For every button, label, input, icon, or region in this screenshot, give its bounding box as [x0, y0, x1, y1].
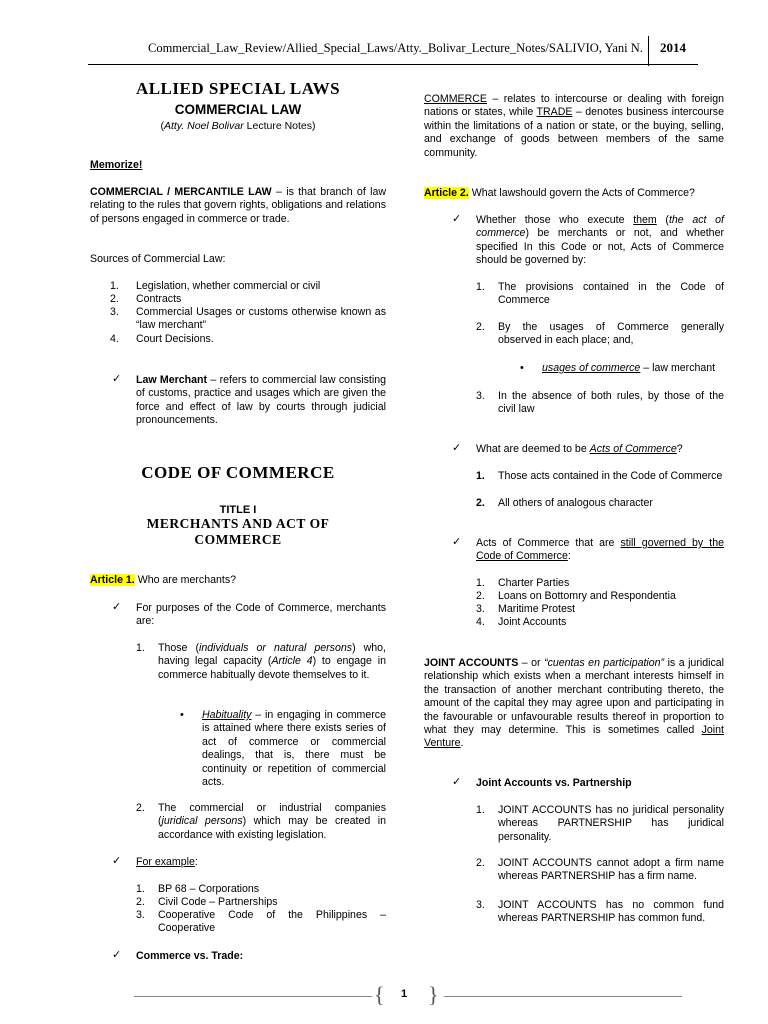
list-number: 2.	[110, 293, 119, 305]
deemed-item-2: All others of analogous character	[498, 497, 653, 509]
list-number: 3.	[110, 306, 119, 318]
list-item: Court Decisions.	[136, 333, 214, 345]
list-number: 1.	[476, 577, 485, 589]
list-number: 1.	[110, 280, 119, 292]
list-item: Charter Parties	[498, 577, 570, 589]
footer-brace-left: {	[374, 982, 385, 1007]
joint-accounts-vs-partnership-heading: Joint Accounts vs. Partnership	[476, 777, 632, 789]
list-number: 2.	[136, 802, 145, 814]
governed-by-item-3: In the absence of both rules, by those of the civil law	[498, 390, 724, 416]
list-item: Legislation, whether commercial or civil	[136, 280, 321, 292]
check-icon: ✓	[112, 373, 122, 385]
footer-rule-right	[444, 996, 682, 997]
list-number: 2.	[476, 497, 485, 509]
memorize-label: Memorize!	[90, 159, 143, 171]
ja-vs-partnership-item: JOINT ACCOUNTS cannot adopt a firm name whereas PARTNERSHIP has a firm name.	[498, 857, 724, 883]
title-i-name: MERCHANTS AND ACT OF COMMERCE	[146, 516, 330, 547]
bullet-icon: •	[180, 709, 184, 721]
joint-accounts-definition: JOINT ACCOUNTS – or “cuentas en participation” is a juridical relationship which exists when a merchant interests himself in the transaction of another merchant contributing thereto, the amount of the capital they may agree upon and participating in the favourable or unfavourable results thereof in proportion to what they may determine. This is sometimes called Joint Venture.	[424, 657, 724, 750]
code-of-commerce-title: CODE OF COMMERCE	[141, 463, 335, 482]
header-divider	[648, 36, 649, 66]
article-1-intro: For purposes of the Code of Commerce, merchants are:	[136, 602, 386, 628]
ja-vs-partnership-item: JOINT ACCOUNTS has no common fund whereas PARTNERSHIP has common fund.	[498, 899, 724, 925]
footer-brace-right: }	[428, 982, 439, 1007]
article-2-question: Article 2. What lawshould govern the Acts of Commerce?	[424, 187, 695, 199]
list-item: Cooperative Code of the Philippines – Cooperative	[158, 909, 386, 935]
doc-subtitle: COMMERCIAL LAW	[174, 102, 302, 117]
page-header	[0, 38, 768, 68]
article-1-item-1: Those (individuals or natural persons) who, having legal capacity (Article 4) to engage in commerce habitually devote themselves to it.	[158, 642, 386, 681]
list-number: 1.	[136, 642, 145, 654]
header-year: 2014	[660, 40, 686, 55]
mercantile-law-definition: COMMERCIAL / MERCANTILE LAW – is that branch of law relating to the rules that govern rights, obligations and relations of persons engaged in commerce or trade.	[90, 186, 386, 225]
list-item: Maritime Protest	[498, 603, 576, 615]
list-number: 3.	[476, 899, 485, 911]
check-icon: ✓	[112, 601, 122, 613]
list-item: Loans on Bottomry and Respondentia	[498, 590, 676, 602]
list-item: Joint Accounts	[498, 616, 567, 628]
commerce-vs-trade-heading: Commerce vs. Trade:	[136, 950, 244, 962]
list-number: 1.	[476, 281, 485, 293]
deemed-item-1: Those acts contained in the Code of Commerce	[498, 470, 723, 482]
list-item: Civil Code – Partnerships	[158, 896, 278, 908]
list-number: 3.	[476, 603, 485, 615]
list-item: BP 68 – Corporations	[158, 883, 260, 895]
page-number: 1	[401, 988, 408, 1000]
running-title: Commercial_Law_Review/Allied_Special_Laws/Atty._Bolivar_Lecture_Notes/SALIVIO, Yani N.	[148, 41, 643, 55]
check-icon: ✓	[452, 442, 462, 454]
list-number: 2.	[476, 590, 485, 602]
list-number: 4.	[476, 616, 485, 628]
title-i-label: TITLE I	[219, 504, 257, 516]
list-number: 3.	[136, 909, 145, 921]
list-item: Commercial Usages or customs otherwise known as “law merchant”	[136, 306, 386, 332]
still-governed-heading: Acts of Commerce that are still governed by the Code of Commerce:	[476, 537, 724, 563]
list-number: 2.	[476, 321, 485, 333]
bullet-icon: •	[520, 362, 524, 374]
list-number: 2.	[136, 896, 145, 908]
doc-title: ALLIED SPECIAL LAWS	[135, 79, 341, 98]
list-number: 2.	[476, 857, 485, 869]
footer-rule-left	[134, 996, 372, 997]
check-icon: ✓	[452, 776, 462, 788]
usages-of-commerce-note: usages of commerce – law merchant	[542, 362, 716, 374]
governed-by-item-2: By the usages of Commerce generally observed in each place; and,	[498, 321, 724, 347]
check-icon: ✓	[112, 949, 122, 961]
acts-of-commerce-question: What are deemed to be Acts of Commerce?	[476, 443, 683, 455]
list-number: 1.	[136, 883, 145, 895]
list-item: Contracts	[136, 293, 182, 305]
check-icon: ✓	[452, 213, 462, 225]
habituality-definition: Habituality – in engaging in commerce is attained where there exists series of act of commerce or commercial dealings, that is, there must be continuity or repetition of commercial acts.	[202, 709, 386, 789]
governed-by-item-1: The provisions contained in the Code of Commerce	[498, 281, 724, 307]
check-icon: ✓	[452, 536, 462, 548]
check-icon: ✓	[112, 855, 122, 867]
list-number: 4.	[110, 333, 119, 345]
article-1-question: Article 1. Who are merchants?	[90, 574, 237, 586]
header-rule	[88, 64, 698, 65]
lecture-notes-credit: (Atty. Noel Bolivar Lecture Notes)	[160, 120, 316, 132]
law-merchant-definition: Law Merchant – refers to commercial law consisting of customs, practice and usages which are given the force and effect of law by courts through judicial pronouncements.	[136, 374, 386, 427]
sources-heading: Sources of Commercial Law:	[90, 253, 226, 265]
list-number: 1.	[476, 804, 485, 816]
ja-vs-partnership-item: JOINT ACCOUNTS has no juridical personality whereas PARTNERSHIP has juridical personality.	[498, 804, 724, 843]
commerce-trade-definition: COMMERCE – relates to intercourse or dealing with foreign nations or states, while TRADE – denotes business intercourse within the limitations of a nation or state, or the buying, selling, and exchange of goods between members of the same community.	[424, 93, 724, 159]
article-2-rule: Whether those who execute them (the act of commerce) be merchants or not, and whether specified In this Code or not, Acts of Commerce should be governed by:	[476, 214, 724, 267]
list-number: 1.	[476, 470, 485, 482]
article-1-item-2: The commercial or industrial companies (juridical persons) which may be created in accordance with existing legislation.	[158, 802, 386, 841]
for-example-label: For example:	[136, 856, 198, 868]
list-number: 3.	[476, 390, 485, 402]
